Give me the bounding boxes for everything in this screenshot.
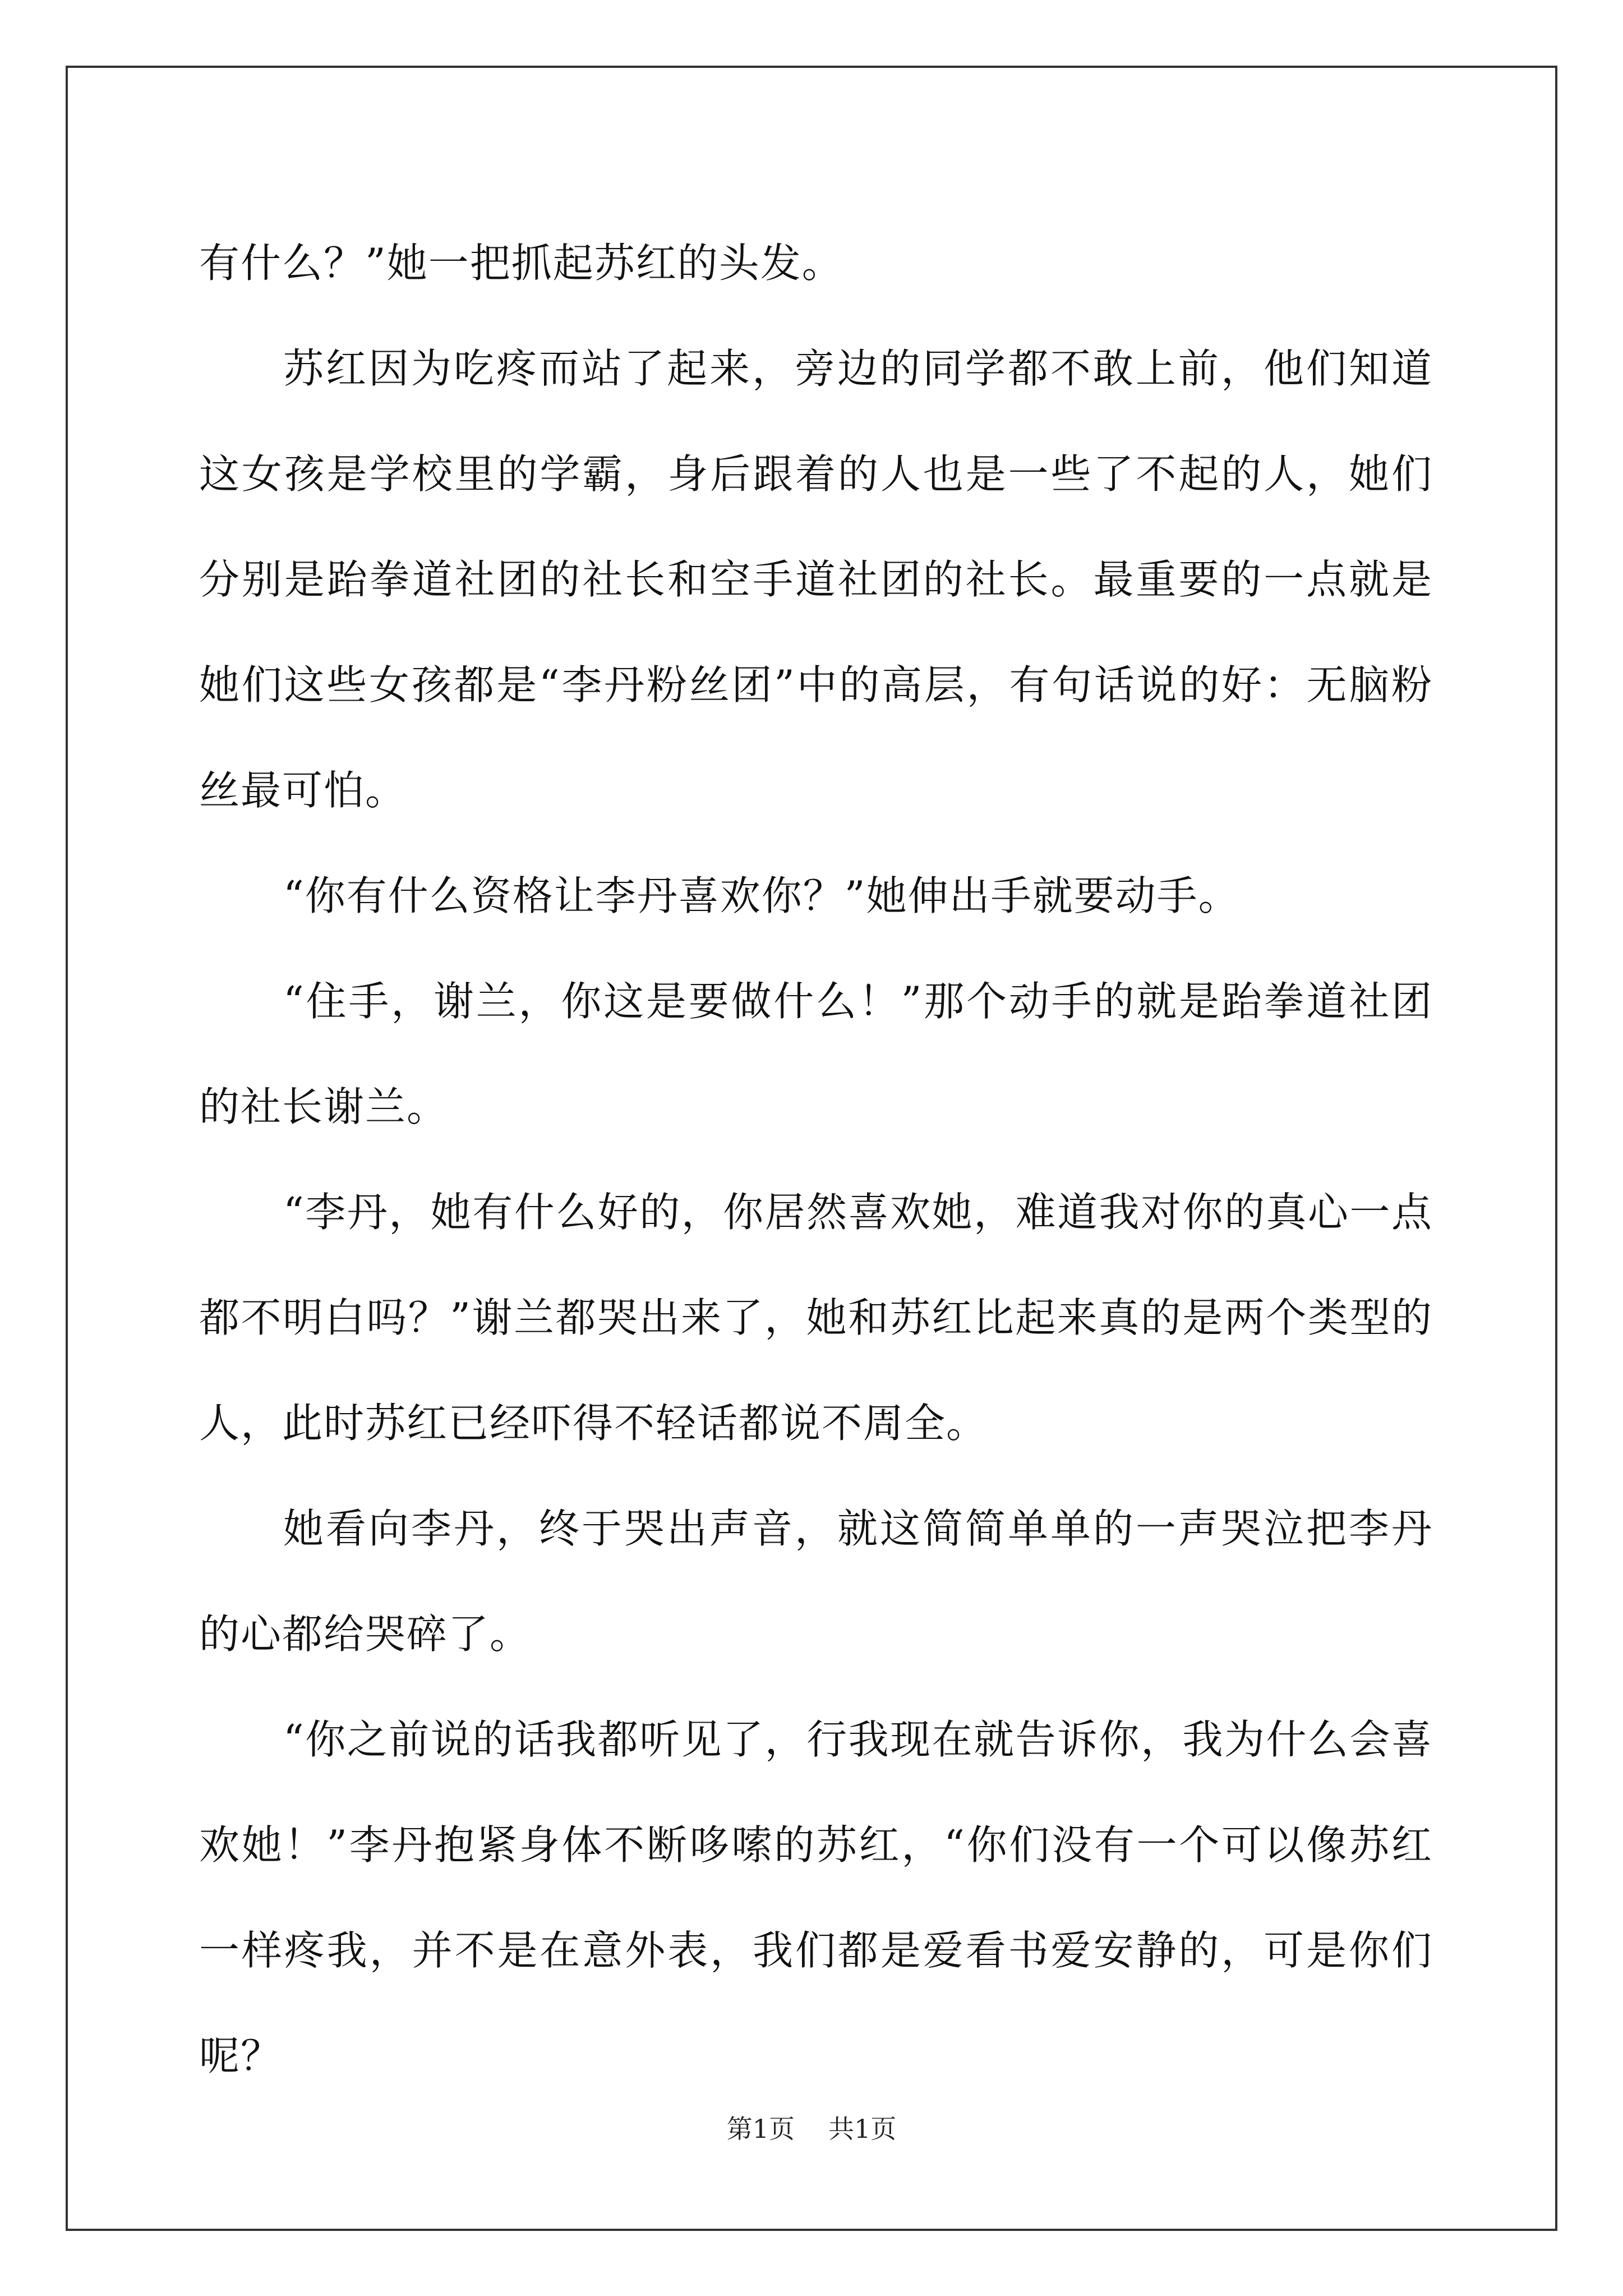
- page-number: 第1页: [726, 2114, 795, 2144]
- page-footer: [0, 2112, 1623, 2146]
- document-body: [199, 210, 1433, 2109]
- paragraph-5: “李丹，她有什么好的，你居然喜欢她，难道我对你的真心一点都不明白吗？”谢兰都哭出来了，她和苏红比起来真的是两个类型的人，此时苏红已经吓得不轻话都说不周全。: [199, 1189, 1433, 1447]
- paragraph-3: “你有什么资格让李丹喜欢你？”她伸出手就要动手。: [283, 872, 1240, 919]
- paragraph-4: “住手，谢兰，你这是要做什么！”那个动手的就是跆拳道社团的社长谢兰。: [199, 978, 1433, 1130]
- paragraph-7: “你之前说的话我都听见了，行我现在就告诉你，我为什么会喜欢她！”李丹抱紧身体不断哆嗦的苏红，“你们没有一个可以像苏红一样疼我，并不是在意外表，我们都是爱看书爱安静的，可是你们呢？: [199, 1716, 1433, 2079]
- paragraph-6: 她看向李丹，终于哭出声音，就这简简单单的一声哭泣把李丹的心都给哭碎了。: [199, 1505, 1433, 1658]
- paragraph-2: 苏红因为吃疼而站了起来，旁边的同学都不敢上前，他们知道这女孩是学校里的学霸，身后跟着的人也是一些了不起的人，她们分别是跆拳道社团的社长和空手道社团的社长。最重要的一点就是她们这些女孩都是“李丹粉丝团”中的高层，有句话说的好：无脑粉丝最可怕。: [199, 345, 1433, 814]
- page-total: 共1页: [828, 2114, 897, 2144]
- paragraph-1: 有什么？”她一把抓起苏红的头发。: [199, 240, 843, 287]
